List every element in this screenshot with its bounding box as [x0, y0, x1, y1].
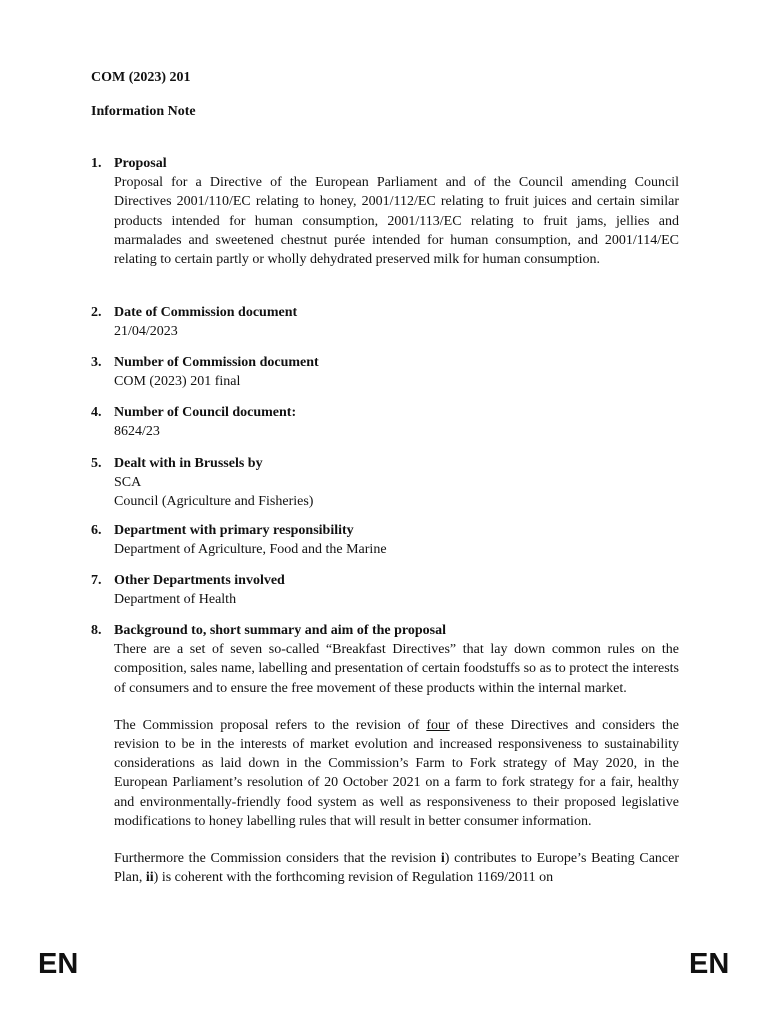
section-dealt-with — [91, 454, 679, 512]
language-code-left: EN — [38, 948, 79, 980]
section-heading: Department with primary responsibility — [114, 523, 354, 538]
section-text: Proposal for a Directive of the European Parliament and of the Council amending Council Directives 2001/110/EC relating to honey, 2001/112/EC relating to fruit juices and certain similar products intended for human consumption, 2001/113/EC relating to fruit jams, jellies and marmalades and sweetened chestnut purée intended for human consumption, and 2001/114/EC relating to certain partly or wholly dehydrated preserved milk for human consumption. — [114, 175, 679, 268]
section-number: 8. — [91, 623, 102, 638]
section-heading: Background to, short summary and aim of the proposal — [114, 623, 447, 638]
section-heading: Other Departments involved — [114, 573, 285, 588]
text-run: ) contributes to Europe’s Beating Cancer Plan, — [114, 851, 679, 886]
section-number: 1. — [91, 156, 102, 171]
section-heading: Number of Commission document — [114, 355, 319, 370]
section-background — [91, 621, 679, 887]
section-number: 3. — [91, 355, 102, 370]
section-line: Department of Health — [114, 592, 237, 608]
section-heading: Date of Commission document — [114, 305, 298, 320]
document-reference: COM (2023) 201 — [91, 70, 191, 85]
bold-text: ii — [145, 870, 154, 886]
section-primary-department — [91, 521, 679, 559]
section-line: 8624/23 — [114, 424, 160, 440]
section-commission-number — [91, 353, 679, 391]
language-code-right: EN — [689, 948, 730, 980]
underlined-text: four — [426, 717, 450, 733]
section-number: 6. — [91, 523, 102, 538]
section-line: 21/04/2023 — [114, 324, 178, 340]
section-number: 7. — [91, 573, 102, 588]
section-heading: Proposal — [114, 156, 167, 171]
text-run: Furthermore the Commission considers that the revision — [114, 851, 441, 867]
text-run: The Commission proposal refers to the revision of — [114, 717, 427, 733]
section-heading: Dealt with in Brussels by — [114, 456, 263, 471]
document-title: Information Note — [91, 104, 196, 119]
section-date — [91, 303, 679, 341]
section-heading: Number of Council document: — [114, 405, 297, 420]
text-run: of these Directives and considers the revision to be in the interests of market evolution and increased responsiveness to sustainability considerations as laid down in the Commission’s Farm to Fork strategy of May 2020, in the European Parliament’s resolution of 20 October 2021 on a farm to fork strategy for a fair, healthy and environmentally-friendly food system as well as responsiveness to their proposed legislative modifications to honey labelling rules that will result in better consumer information. — [114, 717, 679, 829]
background-paragraph-3 — [114, 849, 679, 887]
text-run: ) is coherent with the forthcoming revision of Regulation 1169/2011 on — [153, 870, 554, 886]
section-number: 2. — [91, 305, 102, 320]
section-proposal — [91, 154, 679, 269]
section-line: SCA — [114, 475, 142, 491]
section-other-departments — [91, 571, 679, 609]
background-paragraph-2 — [114, 716, 679, 831]
background-paragraph-1: There are a set of seven so-called “Breakfast Directives” that lay down common rules on the composition, sales name, labelling and presentation of certain foodstuffs so as to protect the interests of consumers and to ensure the free movement of these products within the internal market. — [114, 642, 679, 696]
section-council-number — [91, 403, 679, 441]
section-line: Department of Agriculture, Food and the Marine — [114, 542, 387, 558]
section-number: 5. — [91, 456, 102, 471]
section-line: Council (Agriculture and Fisheries) — [114, 494, 314, 510]
section-line: COM (2023) 201 final — [114, 374, 241, 390]
section-number: 4. — [91, 405, 102, 420]
bold-text: i — [440, 851, 445, 867]
